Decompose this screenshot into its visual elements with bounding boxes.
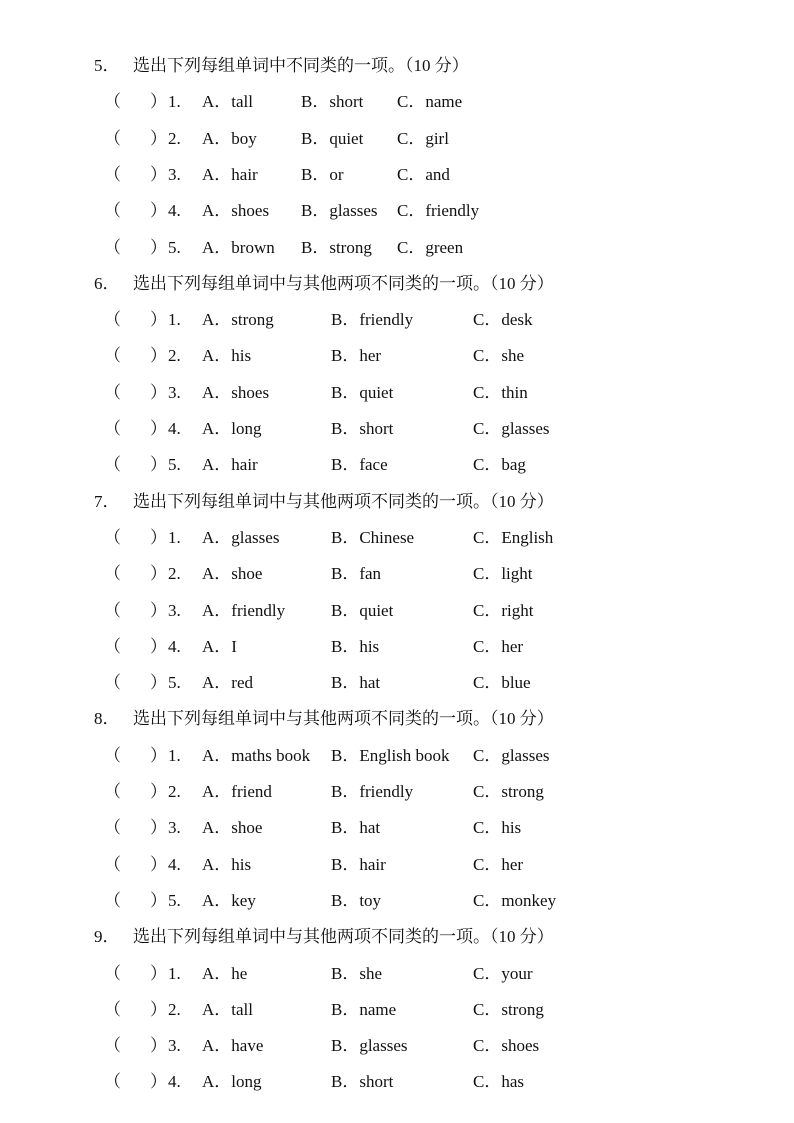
item-number: 3.: [168, 164, 181, 184]
option-c: C．blue: [473, 673, 531, 693]
item-number: 4.: [168, 636, 181, 656]
option-b: B．toy: [331, 890, 382, 910]
question-item: [0, 381, 794, 405]
answer-blank-open[interactable]: （: [104, 745, 121, 765]
option-b: B．hat: [331, 818, 381, 838]
option-b: B．short: [331, 1072, 394, 1092]
question-item: [0, 744, 794, 768]
option-c: C．his: [473, 818, 522, 838]
option-c: C．she: [473, 346, 524, 366]
option-b: B．glasses: [331, 1036, 408, 1056]
question-item: [0, 308, 794, 332]
item-number: 2.: [168, 128, 181, 148]
answer-blank-open[interactable]: （: [104, 818, 121, 838]
option-a: A．shoes: [202, 382, 270, 402]
question-instruction: 选出下列每组单词中与其他两项不同类的一项。（10 分）: [133, 927, 554, 947]
question-item: [0, 962, 794, 986]
answer-blank-open[interactable]: （: [104, 419, 121, 438]
option-a: A．shoe: [202, 818, 263, 838]
option-b: B．Chinese: [331, 527, 415, 547]
question-heading: [0, 707, 794, 731]
option-b: B．glasses: [301, 201, 378, 221]
option-a: A．tall: [202, 999, 253, 1019]
option-b: B．fan: [331, 564, 382, 584]
answer-blank-open[interactable]: （: [104, 201, 121, 221]
answer-blank-close: ）: [150, 237, 167, 257]
option-b: B．hat: [331, 673, 381, 693]
answer-blank-open[interactable]: （: [104, 92, 121, 112]
option-a: A．tall: [202, 92, 253, 112]
question-item: [0, 236, 794, 260]
item-number: 1.: [168, 92, 181, 112]
option-b: B．she: [331, 963, 382, 983]
item-number: 4.: [168, 1072, 181, 1092]
answer-blank-open[interactable]: （: [104, 527, 121, 547]
answer-blank-close: ）: [150, 673, 167, 693]
answer-blank-open[interactable]: （: [104, 564, 121, 584]
option-b: B．short: [331, 419, 394, 438]
option-a: A．glasses: [202, 527, 280, 547]
option-b: B．quiet: [331, 382, 394, 402]
question-item: [0, 671, 794, 695]
option-c: C．English: [473, 527, 554, 547]
answer-blank-close: ）: [150, 890, 167, 910]
option-c: C．name: [397, 92, 463, 112]
question-heading: [0, 54, 794, 78]
answer-blank-open[interactable]: （: [104, 963, 121, 983]
option-c: C．and: [397, 164, 450, 184]
item-number: 1.: [168, 310, 181, 330]
answer-blank-open[interactable]: （: [104, 1072, 121, 1092]
item-number: 5.: [168, 455, 181, 475]
answer-blank-open[interactable]: （: [104, 310, 121, 330]
question-item: [0, 780, 794, 804]
answer-blank-open[interactable]: （: [104, 854, 121, 874]
answer-blank-open[interactable]: （: [104, 455, 121, 475]
question-item: [0, 816, 794, 840]
question-item: [0, 90, 794, 114]
answer-blank-close: ）: [150, 419, 167, 438]
option-b: B．strong: [301, 237, 372, 257]
answer-blank-close: ）: [150, 92, 167, 112]
answer-blank-open[interactable]: （: [104, 673, 121, 693]
answer-blank-close: ）: [150, 382, 167, 402]
option-b: B．face: [331, 455, 388, 475]
answer-blank-open[interactable]: （: [104, 600, 121, 620]
option-b: B．quiet: [301, 128, 364, 148]
answer-blank-close: ）: [150, 999, 167, 1019]
option-a: A．have: [202, 1036, 264, 1056]
question-heading: [0, 272, 794, 296]
answer-blank-close: ）: [150, 164, 167, 184]
answer-blank-open[interactable]: （: [104, 237, 121, 257]
question-item: [0, 889, 794, 913]
item-number: 3.: [168, 1036, 181, 1056]
option-c: C．light: [473, 564, 533, 584]
item-number: 3.: [168, 382, 181, 402]
option-c: C．girl: [397, 128, 449, 148]
option-b: B．short: [301, 92, 364, 112]
answer-blank-close: ）: [150, 1072, 167, 1092]
item-number: 5.: [168, 890, 181, 910]
option-c: C．green: [397, 237, 464, 257]
question-item: [0, 853, 794, 877]
item-number: 2.: [168, 564, 181, 584]
answer-blank-close: ）: [150, 564, 167, 584]
option-a: A．boy: [202, 128, 257, 148]
item-number: 1.: [168, 527, 181, 547]
answer-blank-close: ）: [150, 201, 167, 221]
item-number: 4.: [168, 854, 181, 874]
option-a: A．he: [202, 963, 248, 983]
option-c: C．her: [473, 854, 524, 874]
answer-blank-open[interactable]: （: [104, 128, 121, 148]
answer-blank-open[interactable]: （: [104, 346, 121, 366]
item-number: 5.: [168, 237, 181, 257]
option-a: A．hair: [202, 455, 258, 475]
answer-blank-open[interactable]: （: [104, 999, 121, 1019]
question-heading: [0, 490, 794, 514]
item-number: 5.: [168, 673, 181, 693]
option-c: C．strong: [473, 782, 544, 801]
option-a: A．brown: [202, 237, 275, 257]
option-a: A．I: [202, 636, 237, 656]
answer-blank-close: ）: [150, 455, 167, 475]
answer-blank-close: ）: [150, 128, 167, 148]
option-b: B．hair: [331, 854, 386, 874]
question-number: 8．: [94, 709, 120, 729]
item-number: 2.: [168, 346, 181, 366]
answer-blank-close: ）: [150, 346, 167, 366]
item-number: 4.: [168, 419, 181, 438]
answer-blank-close: ）: [150, 310, 167, 330]
option-a: A．red: [202, 673, 253, 693]
question-item: [0, 635, 794, 659]
answer-blank-close: ）: [150, 1036, 167, 1056]
question-item: [0, 127, 794, 151]
answer-blank-open[interactable]: （: [104, 382, 121, 402]
option-a: A．long: [202, 419, 262, 438]
question-item: [0, 1070, 794, 1094]
option-c: C．friendly: [397, 201, 480, 221]
item-number: 2.: [168, 999, 181, 1019]
answer-blank-close: ）: [150, 818, 167, 838]
item-number: 1.: [168, 963, 181, 983]
answer-blank-open[interactable]: （: [104, 1036, 121, 1056]
question-item: [0, 453, 794, 477]
question-item: [0, 344, 794, 368]
question-instruction: 选出下列每组单词中与其他两项不同类的一项。（10 分）: [133, 709, 554, 729]
answer-blank-close: ）: [150, 745, 167, 765]
question-instruction: 选出下列每组单词中与其他两项不同类的一项。（10 分）: [133, 273, 554, 293]
option-b: B．English book: [331, 745, 450, 765]
option-c: C．right: [473, 600, 534, 620]
item-number: 1.: [168, 745, 181, 765]
option-a: A．hair: [202, 164, 258, 184]
question-number: 5．: [94, 56, 120, 75]
answer-blank-close: ）: [150, 527, 167, 547]
item-number: 3.: [168, 818, 181, 838]
option-c: C．her: [473, 636, 524, 656]
option-a: A．friend: [202, 782, 272, 801]
option-b: B．friendly: [331, 310, 414, 330]
option-c: C．bag: [473, 455, 526, 475]
answer-blank-close: ）: [150, 963, 167, 983]
option-c: C．glasses: [473, 745, 550, 765]
answer-blank-open[interactable]: （: [104, 164, 121, 184]
option-c: C．has: [473, 1072, 524, 1092]
question-item: [0, 562, 794, 586]
question-item: [0, 526, 794, 550]
question-item: [0, 998, 794, 1022]
option-a: A．his: [202, 346, 252, 366]
option-a: A．his: [202, 854, 252, 874]
question-heading: [0, 925, 794, 949]
question-instruction: 选出下列每组单词中与其他两项不同类的一项。（10 分）: [133, 491, 554, 511]
item-number: 2.: [168, 782, 181, 801]
item-number: 3.: [168, 600, 181, 620]
option-c: C．shoes: [473, 1036, 540, 1056]
question-item: [0, 599, 794, 623]
option-b: B．name: [331, 999, 397, 1019]
option-c: C．desk: [473, 310, 533, 330]
option-c: C．thin: [473, 382, 528, 402]
option-c: C．your: [473, 963, 533, 983]
option-b: B．her: [331, 346, 382, 366]
option-a: A．friendly: [202, 600, 286, 620]
question-item: [0, 163, 794, 187]
question-item: [0, 1034, 794, 1058]
option-a: A．shoe: [202, 564, 263, 584]
option-a: A．key: [202, 890, 256, 910]
answer-blank-close: ）: [150, 854, 167, 874]
option-a: A．strong: [202, 310, 274, 330]
item-number: 4.: [168, 201, 181, 221]
question-number: 9．: [94, 927, 120, 947]
answer-blank-close: ）: [150, 782, 167, 801]
question-number: 7．: [94, 491, 120, 511]
option-b: B．or: [301, 164, 344, 184]
answer-blank-open[interactable]: （: [104, 782, 121, 801]
option-b: B．his: [331, 636, 380, 656]
option-a: A．maths book: [202, 745, 311, 765]
option-a: A．long: [202, 1072, 262, 1092]
option-c: C．strong: [473, 999, 544, 1019]
question-number: 6．: [94, 273, 120, 293]
option-b: B．friendly: [331, 782, 414, 801]
option-b: B．quiet: [331, 600, 394, 620]
answer-blank-open[interactable]: （: [104, 890, 121, 910]
question-instruction: 选出下列每组单词中不同类的一项。（10 分）: [133, 56, 469, 75]
question-item: [0, 199, 794, 223]
question-item: [0, 417, 794, 441]
answer-blank-open[interactable]: （: [104, 636, 121, 656]
option-c: C．glasses: [473, 419, 550, 438]
answer-blank-close: ）: [150, 636, 167, 656]
answer-blank-close: ）: [150, 600, 167, 620]
option-c: C．monkey: [473, 890, 557, 910]
option-a: A．shoes: [202, 201, 270, 221]
